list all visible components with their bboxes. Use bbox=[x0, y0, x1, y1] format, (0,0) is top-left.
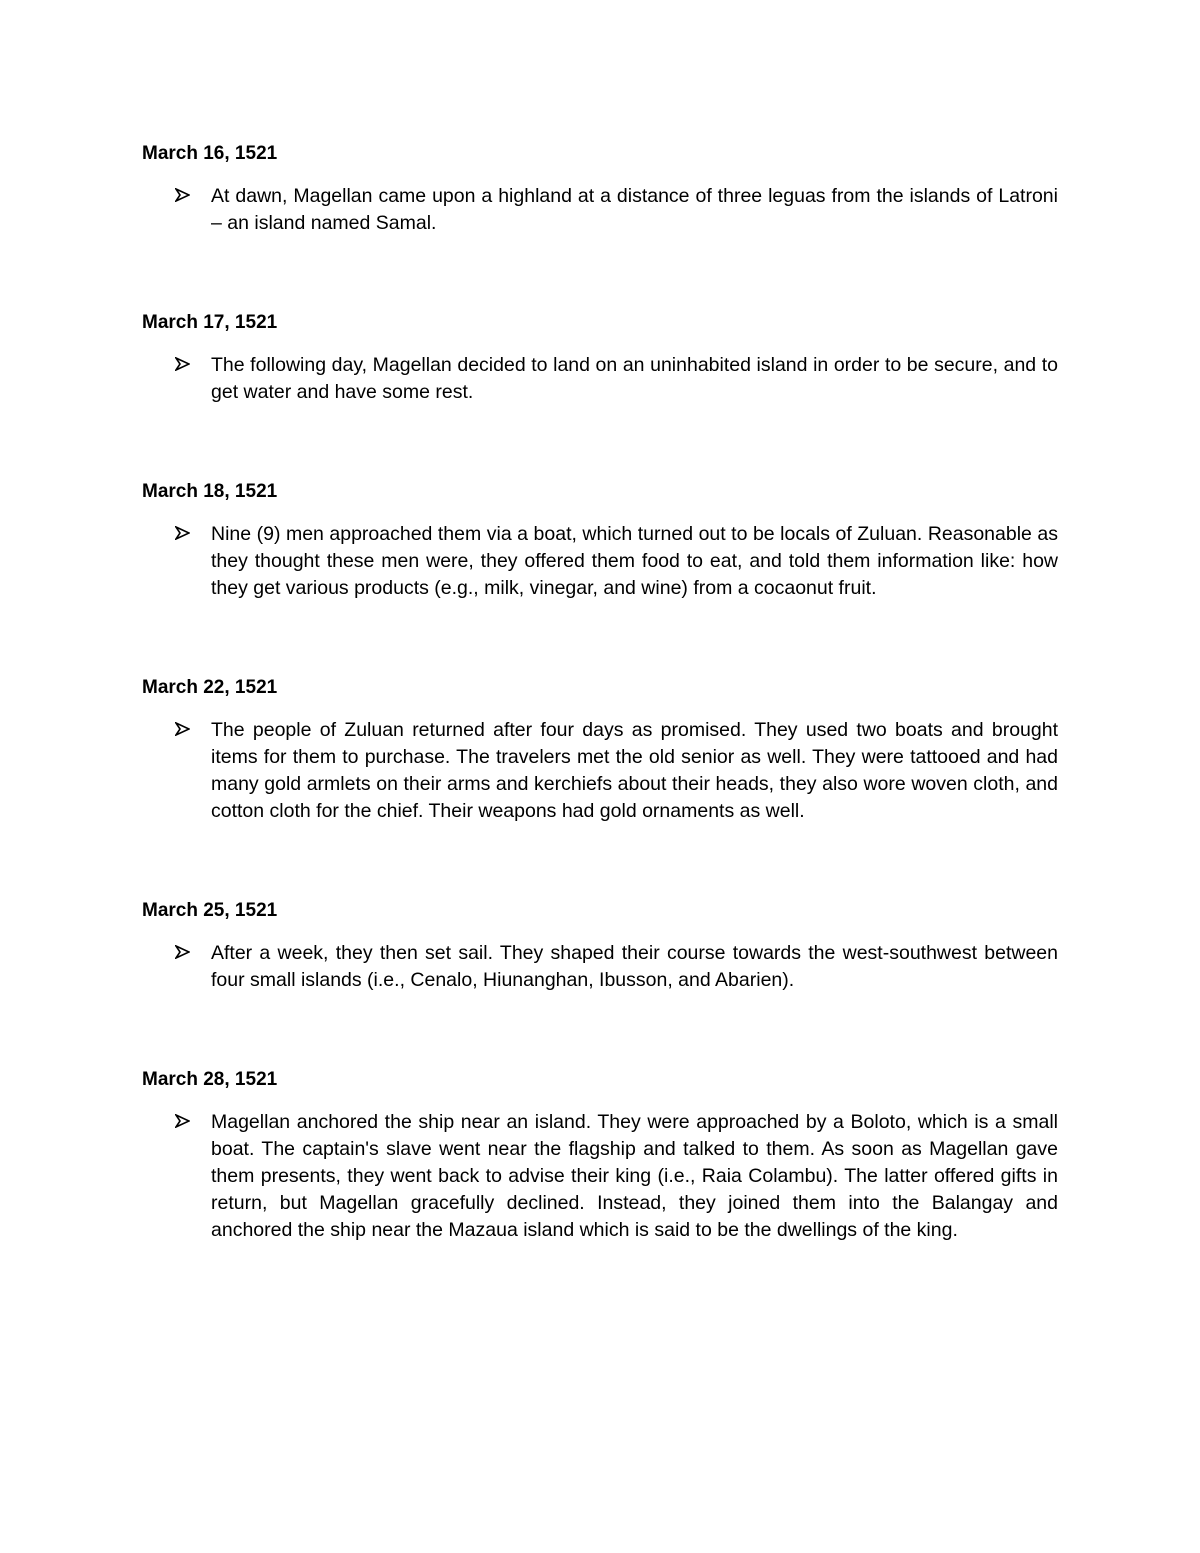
entry-march-17 bbox=[142, 309, 1058, 406]
entry-date: March 28, 1521 bbox=[142, 1069, 278, 1090]
bullet-text: At dawn, Magellan came upon a highland at a distance of three leguas from the islands of Latroni – an island named Samal. bbox=[211, 185, 1058, 234]
entry-march-18 bbox=[142, 478, 1058, 602]
entry-date: March 22, 1521 bbox=[142, 677, 278, 698]
entry-date: March 16, 1521 bbox=[142, 143, 278, 164]
entry-date: March 17, 1521 bbox=[142, 312, 278, 333]
bullet-text: The following day, Magellan decided to land on an uninhabited island in order to be secure, and to get water and have some rest. bbox=[211, 354, 1058, 403]
arrow-bullet-icon bbox=[142, 1109, 211, 1128]
entry-date: March 18, 1521 bbox=[142, 481, 278, 502]
bullet-text: After a week, they then set sail. They shaped their course towards the west-southwest between four small islands (i.e., Cenalo, Hiunanghan, Ibusson, and Abarien). bbox=[211, 942, 1058, 991]
document-page bbox=[142, 140, 1058, 1244]
arrow-bullet-icon bbox=[142, 352, 211, 371]
bullet-text: Magellan anchored the ship near an island. They were approached by a Boloto, which is a small boat. The captain's slave went near the flagship and talked to them. As soon as Magellan gave them presents, they went back to advise their king (i.e., Raia Colambu). The latter offered gifts in return, but Magellan gracefully declined. Instead, they joined them into the Balangay and anchored the ship near the Mazaua island which is said to be the dwellings of the king. bbox=[211, 1111, 1058, 1241]
entry-march-25 bbox=[142, 897, 1058, 994]
entry-march-28 bbox=[142, 1066, 1058, 1244]
entry-march-22 bbox=[142, 674, 1058, 825]
entry-date: March 25, 1521 bbox=[142, 900, 278, 921]
bullet-item bbox=[142, 183, 1058, 237]
arrow-bullet-icon bbox=[142, 183, 211, 202]
bullet-item bbox=[142, 940, 1058, 994]
bullet-item bbox=[142, 1109, 1058, 1244]
bullet-text: Nine (9) men approached them via a boat, which turned out to be locals of Zuluan. Reasonable as they thought these men were, they offered them food to eat, and told them information like: how they get various products (e.g., milk, vinegar, and wine) from a cocaonut fruit. bbox=[211, 523, 1058, 599]
bullet-text: The people of Zuluan returned after four days as promised. They used two boats and brought items for them to purchase. The travelers met the old senior as well. They were tattooed and had many gold armlets on their arms and kerchiefs about their heads, they also wore woven cloth, and cotton cloth for the chief. Their weapons had gold ornaments as well. bbox=[211, 719, 1058, 822]
arrow-bullet-icon bbox=[142, 717, 211, 736]
bullet-item bbox=[142, 352, 1058, 406]
bullet-item bbox=[142, 717, 1058, 825]
bullet-item bbox=[142, 521, 1058, 602]
arrow-bullet-icon bbox=[142, 940, 211, 959]
arrow-bullet-icon bbox=[142, 521, 211, 540]
entry-march-16 bbox=[142, 140, 1058, 237]
